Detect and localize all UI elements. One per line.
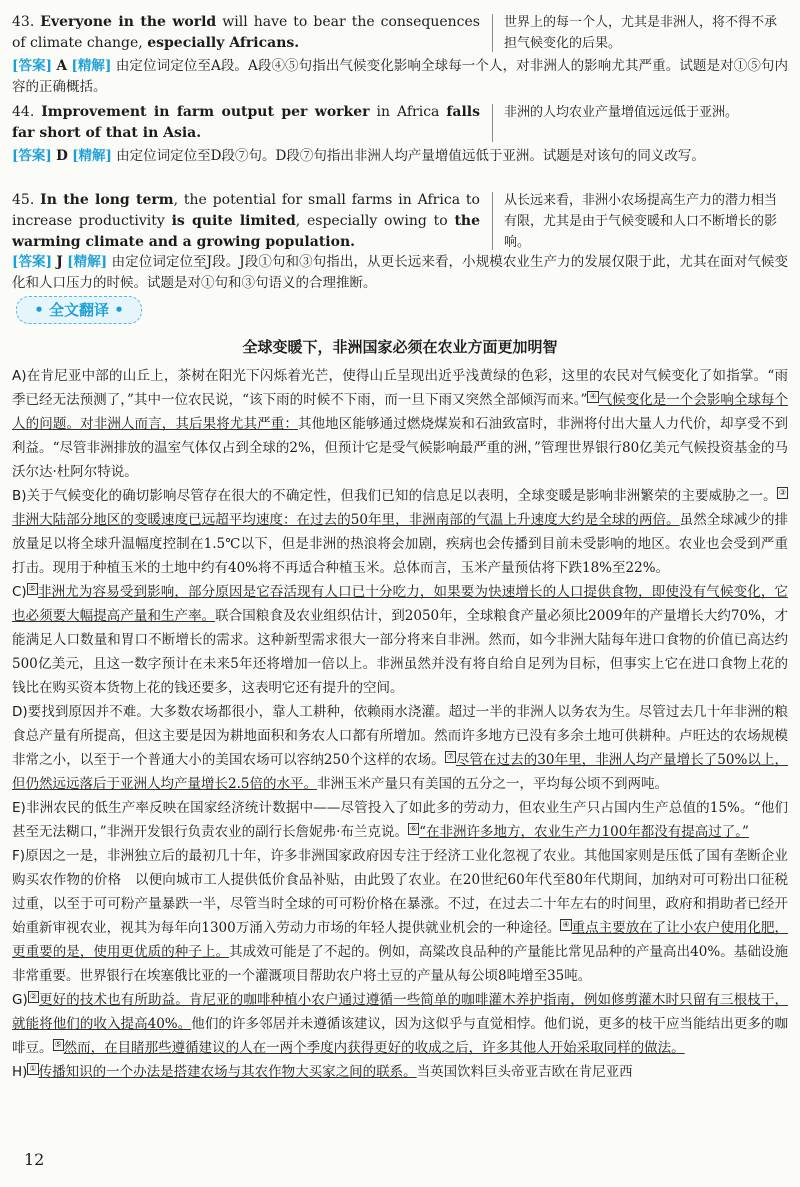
sentence-marker: ④ xyxy=(562,919,570,929)
sentence-text: 虽然全球减少的排放量足以将全球升温幅度控制在1.5℃以下，但是非洲的热浪将会加剧，疾病也会传播到目前未受影响的地区。农业也会受到严重打击。现用于种植玉米的土地中约有40%将不再适合种植玉米。总体而言，玉米产量预估将下跌18%至22%。 xyxy=(12,512,788,576)
question-45-chinese: 从长远来看，非洲小农场提高生产力的潜力相当有限，尤其是由于气候变暖和人口不断增长的影响。 xyxy=(504,193,778,250)
paragraph-h xyxy=(12,1060,788,1084)
sentence-text: 在肯尼亚中部的山丘上，茶树在阳光下闪烁着光芒，使得山丘呈现出近乎浅黄绿的色彩，这里的农民对气候变化了如指掌。“雨季已经无法预测了，”其中一位农民说，“该下雨的时候不下雨，而一旦下雨又突然全部倾泻而来。” xyxy=(12,368,788,408)
sentence-text: 要找到原因并不难。大多数农场都很小，靠人工耕种，依赖雨水浇灌。超过一半的非洲人以务农为生。尽管过去几十年非洲的粮食总产量有所提高，但这主要是因为耕地面积和务农人口都有所增加。然而许多地方已没有多余土地可供耕种。卢旺达的农场规模非常之小，以至于一个普通大小的美国农场可以容纳250个这样的农场。 xyxy=(12,704,788,768)
key-sentence: 传播知识的一个办法是搭建农场与其农作物大买家之间的联系。 xyxy=(38,1064,417,1080)
question-43-chinese: 世界上的每一个人，尤其是非洲人，将不得不承担气候变化的后果。 xyxy=(504,15,778,51)
translation-body xyxy=(12,364,788,1084)
key-phrase: especially Africans. xyxy=(147,35,300,51)
sentence-marker: ⑦ xyxy=(446,751,454,761)
sentence-text: 联合国粮食及农业组织估计，到2050年，全球粮食产量必须比2009年的产量增长大约70%，才能满足人口数量和胃口不断增长的需求。这种新型需求很大一部分将来自非洲。然而，如今非洲大陆每年进口食物的价值已高达约500亿美元，且这一数字预计在未来5年还将增加一倍以上。非洲虽然并没有将自给自足列为目标，但事实上它在进口食物上花的钱比在购买资本货物上花的钱还要多，这表明它还有提升的空间。 xyxy=(12,608,789,696)
key-sentence: 然而，在目睹那些遵循建议的人在一两个季度内获得更好的收成之后，许多其他人开始采取同样的做法。 xyxy=(63,1040,685,1056)
sentence-text: 其他地区能够通过燃烧煤炭和石油致富时，非洲将付出大量人力代价，却享受不到利益。“尽管非洲排放的温室气体仅占到全球的2%，但预计它是受气候影响最严重的洲，”管理世界银行80亿美元气候投资基金的马沃尔达·杜阿尔特说。 xyxy=(12,416,789,480)
sentence-marker: ③ xyxy=(778,487,786,497)
sentence-marker: ② xyxy=(29,991,37,1001)
sentence-marker: ⑥ xyxy=(409,823,418,833)
key-phrase: the warming climate and a growing population. xyxy=(12,213,480,250)
key-sentence: “在非洲许多地方，农业生产力100年都没有提高过了。” xyxy=(419,824,749,840)
key-sentence: 重点主要放在了让小农户使用化肥，更重要的是，使用更优质的种子上。 xyxy=(12,920,789,960)
paragraph-label: D) xyxy=(12,704,28,720)
answer-letter: J xyxy=(56,254,63,270)
paragraph-label: B) xyxy=(12,488,27,504)
sentence-text: 他们的许多邻居并未遵循该建议，因为这似乎与直觉相悖。他们说，更多的枝干应当能结出更多的咖啡豆。 xyxy=(12,1016,788,1056)
answer-tag: [答案] xyxy=(12,148,52,164)
answer-43 xyxy=(12,56,788,98)
key-sentence: 非洲尤为容易受到影响，部分原因是它吞活现有人口已十分吃力，如果要为快速增长的人口提供食物，即使没有气候变化，它也必须要大幅提高产量和生产率。 xyxy=(12,584,788,624)
answer-44 xyxy=(12,146,788,167)
paragraph-label: G) xyxy=(12,992,28,1008)
sentence-marker: ④ xyxy=(589,391,597,401)
sentence-marker: ⑤ xyxy=(54,1039,62,1049)
sentence-text: , the potential for small farms in Africa to increase productivity xyxy=(12,192,480,229)
sentence-text: in Africa xyxy=(369,104,447,120)
paragraph-label: E) xyxy=(12,800,26,816)
question-44-chinese: 非洲的人均农业产量增值远远低于亚洲。 xyxy=(504,105,739,120)
section-heading: • 全文翻译 • xyxy=(16,296,142,324)
question-number: 43. xyxy=(12,14,41,30)
sentence-marker: ① xyxy=(29,1063,37,1073)
key-sentence: 对非洲人而言，其后果将尤其严重： xyxy=(80,416,298,432)
paragraph-label: C) xyxy=(12,584,27,600)
question-44-english xyxy=(12,102,480,144)
analysis-text: 由定位词定位至D段⑦句。D段⑦句指出非洲人均产量增值远低于亚洲。试题是对该句的同义改写。 xyxy=(116,148,705,164)
key-phrase: is quite limited xyxy=(171,213,296,229)
sentence-text: 当英国饮料巨头帝亚吉欧在肯尼亚西 xyxy=(416,1064,633,1080)
paragraph-f xyxy=(12,844,788,988)
paragraph-c xyxy=(12,580,788,700)
question-45-english xyxy=(12,190,480,253)
key-sentence: 尽管在过去的30年里，非洲人均产量增长了50%以上，但仍然远远落后于亚洲人均产量增长2.5倍的水平。 xyxy=(12,752,788,792)
article-title: 全球变暖下，非洲国家必须在农业方面更加明智 xyxy=(242,338,558,356)
answer-tag: [答案] xyxy=(12,254,53,270)
sentence-text: 关于气候变化的确切影响尽管存在很大的不确定性，但我们已知的信息足以表明，全球变暖是影响非洲繁荣的主要威胁之一。 xyxy=(26,488,777,504)
column-divider xyxy=(492,192,493,250)
answer-letter: D xyxy=(56,148,68,164)
paragraph-g xyxy=(12,988,788,1060)
paragraph-d xyxy=(12,700,788,796)
paragraph-label: A) xyxy=(12,368,27,384)
column-divider xyxy=(492,104,493,142)
sentence-marker: ⑤ xyxy=(28,583,36,593)
answer-tag: [答案] xyxy=(12,58,53,74)
analysis-tag: [精解] xyxy=(71,58,112,74)
sentence-text: 其成效可能是了不起的。例如，高粱改良品种的产量能比常见品种的产量高出40%。基础设施非常重要。世界银行在埃塞俄比亚的一个灌溉项目帮助农户将土豆的产量从每公顷8吨增至35吨。 xyxy=(12,944,788,984)
paragraph-label: H) xyxy=(12,1064,28,1080)
sentence-text: 非洲玉米产量只有美国的五分之一，平均每公顷不到两吨。 xyxy=(316,776,668,792)
question-number: 44. xyxy=(12,104,42,120)
key-sentence: 非洲大陆部分地区的变暖速度已远超平均速度：在过去的50年里，非洲南部的气温上升速度大约是全球的两倍。 xyxy=(12,512,680,528)
page-number: 12 xyxy=(24,1150,45,1169)
paragraph-label: F) xyxy=(12,848,26,864)
analysis-text: 由定位词定位至A段。A段④⑤句指出气候变化影响全球每一个人，对非洲人的影响尤其严重。试题是对①⑤句内容的正确概括。 xyxy=(12,58,789,95)
key-phrase: Improvement in farm output per worker xyxy=(41,104,370,120)
sentence-text: , especially owing to xyxy=(295,213,455,229)
sentence-text: will have to bear the consequences of climate change, xyxy=(12,14,480,51)
answer-letter: A xyxy=(56,58,67,74)
analysis-tag: [精解] xyxy=(72,148,112,164)
question-43-english xyxy=(12,12,480,54)
question-number: 45. xyxy=(12,192,41,208)
key-phrase: falls far short of that in Asia. xyxy=(12,104,480,141)
key-sentence: 更好的技术也有所助益。肯尼亚的咖啡种植小农户通过遵循一些简单的咖啡灌木养护指南，例如修剪灌木时只留有三根枝干，就能将他们的收入提高40%。 xyxy=(12,992,788,1032)
key-phrase: Everyone in the world xyxy=(40,14,217,30)
paragraph-e xyxy=(12,796,788,844)
key-phrase: In the long term xyxy=(40,192,174,208)
analysis-tag: [精解] xyxy=(67,254,108,270)
sentence-text: 原因之一是，非洲独立后的最初几十年，许多非洲国家政府因专注于经济工业化忽视了农业。其他国家则是压低了国有垄断企业购买农作物的价格 以便向城市工人提供低价食品补贴，由此毁了农业。在20世纪60年代至80年代期间，加纳对可可粉出口征税过重，以至于可可粉产量暴跌一半，尽管当时全球的可可粉价格在暴涨。不过，在过去二十年左右的时间里，政府和捐助者已经开始重新审视农业，视其为每年向1300万涌入劳动力市场的年轻人提供就业机会的一种途径。 xyxy=(12,848,788,936)
paragraph-a xyxy=(12,364,788,484)
column-divider xyxy=(492,14,493,52)
sentence-text: 非洲农民的低生产率反映在国家经济统计数据中——尽管投入了如此多的劳动力，但农业生产只占国内生产总值的15%。“他们甚至无法糊口，”非洲开发银行负责农业的副行长詹妮弗·布兰克说。 xyxy=(12,800,788,840)
analysis-text: 由定位词定位至J段。J段①句和③句指出，从更长远来看，小规模农业生产力的发展仅限于此，尤其在面对气候变化和人口压力的时候。试题是对①句和③句语义的合理推断。 xyxy=(12,254,788,291)
paragraph-b xyxy=(12,484,788,580)
answer-45 xyxy=(12,252,788,294)
key-sentence: 气候变化是一个会影响全球每个人的问题。 xyxy=(12,392,788,432)
